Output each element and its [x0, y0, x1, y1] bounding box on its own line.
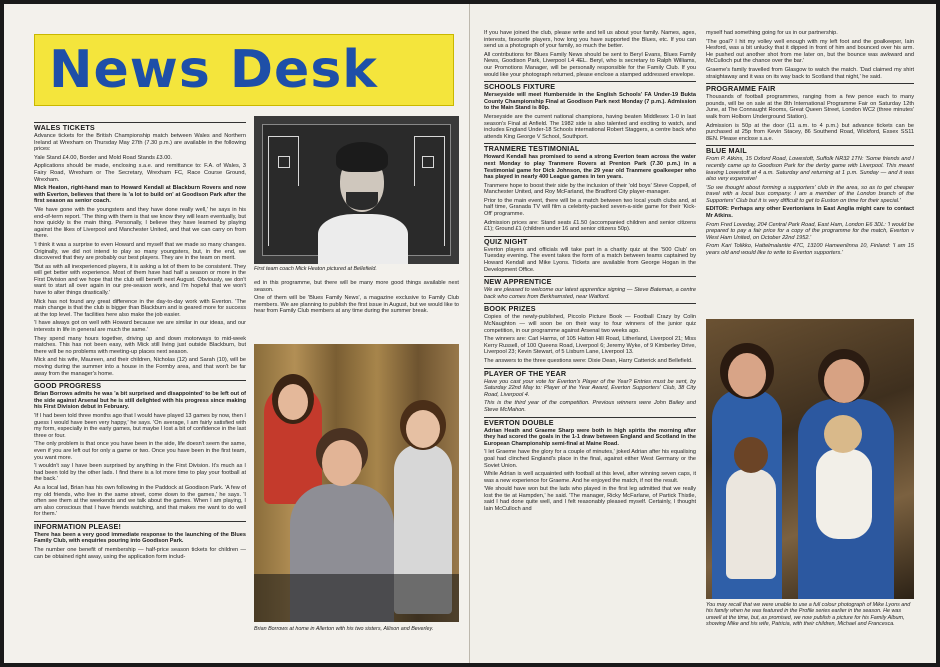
section-heading: INFORMATION PLEASE!	[34, 521, 246, 531]
right-page	[470, 4, 936, 663]
paragraph: All contributions for Blues Family News should be sent to Beryl Evans, Blues Family News, Goodison Park, Liverpool L4 4EL. Beryl, who is secretary to Ralph Williams, our Promotions Manager, will be personally responsible for the Family Club. If you would like your photograph returned, please enclose a stamped addressed envelope.	[484, 51, 696, 78]
italic-paragraph: 'So we thought about forming a supporters' club in the area, so as to get cheaper travel with a local bus company. I am a member of the London branch of the Supporters' Club but it is very difficult to get to Euston on time for their special.'	[706, 184, 914, 204]
paragraph: Merseyside are the current national champions, having beaten Middlesex 1-0 in last season's Final at Anfield. The 1982 side is also talented and exciting to watch, and includes England Under-18 Schools international Robert Staggers, a centre back who attends King George V School, Southport.	[484, 113, 696, 140]
lead-paragraph: Adrian Heath and Graeme Sharp were both in high spirits the morning after they had scored the goals in the 1-1 draw between England and Scotland in the European Championship semi-final at Maine Road.	[484, 427, 696, 447]
paragraph: 'The goal? I hit my volley well enough with my left foot and the goalkeeper, Iain Hesford, was a bit unlucky that it dipped in front of him and bounced over his arm. He pushed out another shot from me later on, but the bounce was awkward and McCulloch put the chance over the bar.'	[706, 38, 914, 65]
paragraph: 'I let Graeme have the glory for a couple of minutes,' joked Adrian after his equalising goal had clinched England's place in the final, against either West Germany or the Soviet Union.	[484, 449, 696, 469]
paragraph: The answers to the three questions were: Dixie Dean, Harry Catterick and Bellefield.	[484, 357, 693, 364]
lead-paragraph: EDITOR: Perhaps any other Evertonians in East Anglia might care to contact Mr Atkins.	[706, 206, 914, 220]
paragraph: Thousands of football programmes, ranging from a few pence each to many pounds, will be on sale at the 8th International Programme Fair on Saturday 12th June, at The Connaught Rooms, Great Queen Street, London WC2 (three minutes' walk from Holborn Underground Station).	[706, 94, 914, 120]
paragraph: The number one benefit of membership — half-price season tickets for children — can be obtained right away, using the application form includ-	[34, 547, 246, 560]
magazine-spread	[4, 4, 936, 663]
paragraph: They spend many hours together, driving up and down motorways to mid-week matches. This has not been easy, with Mick still living just outside Blackburn, but there will be no problems with meeting-up places next season.	[34, 335, 246, 355]
paragraph: One of them will be 'Blues Family News', a magazine exclusive to Family Club members. We are planning to publish the first issue in August, but we would like to hear from Family Club members at any time during the summer break.	[254, 295, 459, 315]
borrows-caption: Brian Borrows at home in Allerton with his two sisters, Allison and Beverley.	[254, 626, 434, 632]
paragraph: 'I wouldn't say I have been surprised by anything in the First Division. It's much as I had been told by the other lads. I find there is a lot more time to play your football at the back.'	[34, 463, 246, 483]
paragraph: 'I have always got on well with Howard because we are similar in our ideas, and our interests in life in general are much the same.'	[34, 320, 246, 334]
masthead	[34, 34, 454, 106]
paragraph: 'But as with all inexperienced players, it is asking a lot of them to be consistent. They will get better with experience. Most of them have had half a season or more in the First Division and we hope that the club will benefit next August. Obviously, we don't want to start all over again in our pre-season work, and I'm hopeful that we won't have to alter things drastically.'	[34, 263, 246, 297]
lead-paragraph: Merseyside will meet Humberside in the English Schools' FA Under-19 Bukta County Championship Final at Goodison Park next Monday (7 p.m.). Admission to the Main Stand is 80p.	[484, 92, 696, 112]
right-column-1	[484, 30, 696, 655]
paragraph: 'I think it was a surprise to even Howard and myself that we made so many changes. Originally, we did not intend to play so many youngsters, but, in the end, we discovered that they are probably our best players. They are in the team on merit.	[34, 241, 246, 262]
italic-paragraph: From P. Atkins, 15 Oxford Road, Lowestoft, Suffolk NR32 1TN: 'Some friends and I recently came up to Goodison Park for the derby game with Liverpool. This meant leaving Lowestoft at 4 a.m. Saturday and returning at 1 p.m. Sunday — and it was also very expensive!	[706, 156, 914, 183]
section-heading: BLUE MAIL	[706, 145, 914, 155]
italic-paragraph: Have you cast your vote for Everton's Player of the Year? Entries must be sent, by Saturday 22nd May to: Player of the Year Award, Everton Supporters' Club, 38 City Road, Liverpool 4.	[484, 378, 696, 398]
section-heading: PLAYER OF THE YEAR	[484, 368, 696, 378]
section-heading: BOOK PRIZES	[484, 303, 696, 313]
paragraph: Tranmere hope to boost their side by the inclusion of their 'old boys' Steve Coppell, of Manchester United, and Roy McFarland, the Bradford City player-manager.	[484, 182, 696, 196]
section-heading: NEW APPRENTICE	[484, 276, 696, 286]
italic-paragraph: From Kari Tolikko, Hattelmalantie 47C, 13100 Hameenlinna 10, Finland: 'I am 15 years old and would like to write to Everton supporters.'	[706, 243, 914, 257]
paragraph: Prior to the main event, there will be a match between two local youth clubs and, at half time, Granada TV will film a celebrity-packed seven-a-side game for their 'Kick-Off' programme.	[484, 197, 696, 218]
paragraph: Admission prices are: Stand seats £1.50 (accompanied children and senior citizens £1); Ground £1 (children under 16 and senior citizens 50p).	[484, 219, 696, 233]
paragraph: 'The only problem is that once you have been in the side, life doesn't seem the same, even if you are left out for only a game or two. Once you have been in the first team, you want more.	[34, 441, 246, 461]
lyons-family-photo	[706, 319, 914, 599]
italic-paragraph: We are pleased to welcome our latest apprentice signing — Steve Bateman, a centre back who comes from Berkhamsted, near Watford.	[484, 287, 696, 300]
paragraph: Admission is 50p at the door (11 a.m. to 4 p.m.) but advance tickets can be purchased at 25p from Kevin Stacey, 86 Southend Road, Wickford, Essex SS11 8EN. Please enclose s.a.e.	[706, 122, 914, 142]
left-column-2	[254, 280, 459, 340]
paragraph: 'We have gone with the youngsters and they have done really well,' he says in his end-of-term report. 'The thing with them is that we know they will learn eventually, but how quickly is the main thing. Personally, I believe they have learned by playing against the likes of Liverpool and Manchester United, and that we can carry on from there.	[34, 206, 246, 240]
lead-paragraph: Howard Kendall has promised to send a strong Everton team across the water next Monday to play Tranmere Rovers at Prenton Park (7.30 p.m.) in a Testimonial game for Dick Johnson, the 29 year old Tranmere goalkeeper who has played in nearly 400 League games in ten years.	[484, 154, 696, 181]
masthead-title: News Desk	[49, 40, 378, 100]
paragraph: Everton players and officials will take part in a charity quiz at the '500 Club' on Tuesday evening. The event takes the form of a match between teams captained by Howard Kendall and Mike Lyons. Tickets are available from George Hogan in the Development Office.	[484, 246, 696, 273]
paragraph: While Adrian is well acquainted with football at this level, after winning seven caps, it was a new experience for Graeme. And he enjoyed the match, if not the result.	[484, 471, 696, 484]
paragraph: Advance tickets for the British Championship match between Wales and Northern Ireland at Wrexham on Thursday May 27th (7.30 p.m.) are available in the following prices:	[34, 133, 246, 153]
heaton-photo	[254, 116, 459, 264]
paragraph: The winners are: Carl Harms, of 105 Hatton Hill Road, Litherland, Liverpool 21; Miss Kerry Russell, of 100 Queens Road, Liverpool 6; Jeremy Wyke, of 9 Kimberley Drive, Liverpool 23; Kevin Stewart, of 5 Lisburn Lane, Liverpool 13.	[484, 336, 696, 356]
paragraph: If you have joined the club, please write and tell us about your family. Names, ages, interests, favourite players, how long you have supported the Blues, etc. If you can send us a photograph of your family, so much the better.	[484, 30, 696, 50]
left-page	[4, 4, 470, 663]
borrows-family-photo	[254, 344, 459, 622]
section-heading: SCHOOLS FIXTURE	[484, 81, 696, 91]
section-heading: WALES TICKETS	[34, 122, 246, 132]
italic-paragraph: This is the third year of the competition. Previous winners were John Bailey and Steve McMahon.	[484, 400, 696, 413]
paragraph: 'We should have won but the lads who played in the first leg admitted that we really lost the tie at Hampden,' he said. 'The manager, Ricky McFarlane, of Partick Thistle, said I had done quite well, and I felt reasonably pleased myself. Certainly, I thought Iain McCulloch and	[484, 486, 696, 513]
paragraph: As a local lad, Brian has his own following in the Paddock at Goodison Park. 'A few of my old friends, who live in the same street, come down to the games,' he says. 'I often see them at the weekends and we talk about the games. When I am playing, I am also conscious that I have friends watching, and that makes me want to do well for them.'	[34, 484, 246, 518]
section-heading: TRANMERE TESTIMONIAL	[484, 143, 696, 153]
left-column-1	[34, 119, 246, 654]
lead-paragraph: Mick Heaton, right-hand man to Howard Kendall at Blackburn Rovers and now with Everton, believes that there is 'a lot to build on' at Goodison Park after the first season as senior coach.	[34, 185, 246, 205]
paragraph: Applications should be made, enclosing s.a.e. and remittance to: F.A. of Wales, 3 Fairy Road, Wrexham or The Secretary, Wrexham FC, Race Course Ground, Wrexham.	[34, 163, 246, 183]
paragraph: Graeme's family travelled from Glasgow to watch the match. 'Dad claimed my shirt straightaway and it was on its way back to Scotland that night,' he said.	[706, 66, 914, 80]
section-heading: EVERTON DOUBLE	[484, 417, 696, 427]
paragraph: Copies of the newly-published, Piccolo Picture Book — Football Crazy by Colin McNaughton — will soon be on their way to four winners of the junior quiz competition, in our programme against Arsenal two weeks ago.	[484, 314, 696, 334]
right-column-2	[706, 30, 914, 312]
paragraph: Mick has not found any great difference in the day-to-day work with Everton. 'The main change is that the club is bigger than Blackburn and is geared more for success at the top level. The facilities here also make the job easier.	[34, 298, 246, 318]
paragraph: Mick and his wife, Maureen, and their children, Nicholas (12) and Sarah (10), will be moving during the summer into a house in the Formby area, and that won't be far away from the manager's home.	[34, 357, 246, 377]
section-heading: GOOD PROGRESS	[34, 380, 246, 390]
section-heading: PROGRAMME FAIR	[706, 83, 914, 93]
paragraph: ed in this programme, but there will be many more good things available next season.	[254, 280, 459, 293]
paragraph: Yale Stand £4.00, Border and Mold Road Stands £3.00.	[34, 154, 172, 161]
italic-paragraph: From Fred Loveday, 204 Central Park Road, East Ham, London E6 3DL: 'I would be prepared to pay a fair price for a copy of the programme for the match, Everton v West Ham United, on October 22nd 1952.'	[706, 221, 914, 241]
lead-paragraph: There has been a very good immediate response to the launching of the Blues Family Club, with enquiries pouring into Goodison Park.	[34, 531, 246, 545]
paragraph: 'If I had been told three months ago that I would have played 13 games by now, then I guess I would have been very happy,' he says. 'On average, I am fairly satisfied with my form, especially in the early games, but maybe I lost a bit of confidence in the last three or four.	[34, 412, 246, 439]
heaton-caption: First team coach Mick Heaton pictured at Bellefield.	[254, 266, 377, 272]
lead-paragraph: Brian Borrows admits he was 'a bit surprised and disappointed' to be left out of the side against Arsenal but he is still delighted with his progress since making his First Division debut in February.	[34, 391, 246, 411]
lyons-caption: You may recall that we were unable to use a full colour photograph of Mike Lyons and his family when he was featured in the Profile series earlier in the season. He was unwell at the time, but, as promised, we now publish a picture for his Family Album, showing Mike and his wife, Patricia, with their children, Michael and Francesca.	[706, 602, 911, 628]
paragraph: myself had something going for us in our partnership.	[706, 30, 838, 36]
section-heading: QUIZ NIGHT	[484, 236, 696, 246]
